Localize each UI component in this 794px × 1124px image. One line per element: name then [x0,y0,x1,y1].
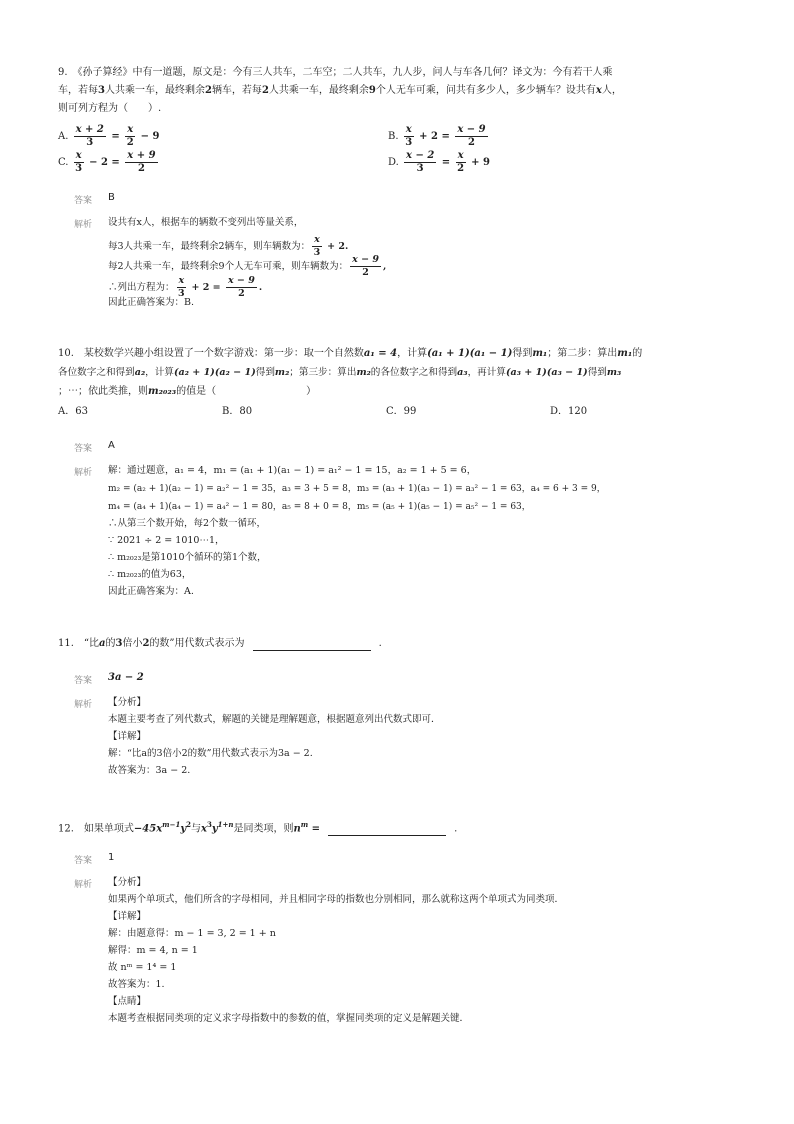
q9-option-a[interactable]: A. $\frac{x + 2}{3}$ = $\frac{x}{2}$ − 9 [58,124,160,148]
q12-sol2: 如果两个单项式，他们所含的字母相同，并且相同字母的指数也分别相同，那么就称这两个单项式为同类项． [108,894,565,905]
q12-sol1: 【分析】 [108,877,147,888]
q12-sol5: 解得：m = 4, n = 1 [108,945,198,956]
q10-line1: 10. 某校数学兴趣小组设置了一个数字游戏：第一步：取一个自然数a₁ = 4，计算(a₁ + 1)(a₁ − 1)得到m₁；第二步：算出m₁的 [58,348,643,359]
q9-sol4: ∴列出方程为： $\frac{x}{3}$ + 2 = $\frac{x - 9}{2}$ . [108,275,263,299]
q12-sol9: 本题考查根据同类项的定义求字母指数中的参数的值，掌握同类项的定义是解题关键． [108,1013,470,1024]
q10-sol5: ∵ 2021 ÷ 2 = 1010⋯1， [108,535,225,546]
q11-sol2: 本题主要考查了列代数式，解题的关键是理解题意，根据题意列出代数式即可． [108,714,441,725]
q9-sol3: 每2人共乘一车，最终剩余9个人无车可乘，则车辆数为： $\frac{x - 9}{2}$ , [108,254,387,278]
q12-sol4: 解：由题意得：m − 1 = 3, 2 = 1 + n [108,928,276,939]
q11-sol3: 【详解】 [108,731,147,742]
q9-analysis-label: 解析 [74,220,93,230]
q11-sol1: 【分析】 [108,697,147,708]
q10-option-b[interactable]: B．80 [222,406,253,417]
q10-sol3: m₄ = (a₄ + 1)(a₄ − 1) = a₄² − 1 = 80，a₅ = 8 + 0 = 8，m₅ = (a₅ + 1)(a₅ − 1) = a₅² − 1 = 63， [108,502,531,512]
q11-answer-label: 答案 [74,676,93,686]
q12-answer-label: 答案 [74,856,93,866]
q9-answer: B [108,192,115,203]
q9-answer-label: 答案 [74,196,93,206]
q10-line2: 各位数字之和得到a₂，计算(a₂ + 1)(a₂ − 1)得到m₂；第三步：算出m₂的各位数字之和得到a₃，再计算(a₃ + 1)(a₃ − 1)得到m₃ [58,367,622,378]
q9-line2: 车，若每3人共乘一车，最终剩余2辆车，若每2人共乘一车，最终剩余9个人无车可乘，问共有多少人，多少辆车？设共有x人， [58,85,622,96]
q11-sol5: 故答案为：3a − 2. [108,765,191,776]
q10-sol4: ∴从第三个数开始，每2个数一循环， [108,518,267,529]
q10-sol6: ∴ m₂₀₂₃是第1010个循环的第1个数， [108,552,267,563]
q10-analysis-label: 解析 [74,468,93,478]
q11-sol4: 解：“比a的3倍小2的数”用代数式表示为3a − 2. [108,748,313,759]
q10-option-c[interactable]: C．99 [386,406,417,417]
q9-sol2: 每3人共乘一车，最终剩余2辆车，则车辆数为： $\frac{x}{3}$ + 2. [108,234,349,258]
q11-analysis-label: 解析 [74,700,93,710]
q10-option-a[interactable]: A．63 [58,406,88,417]
q10-answer-label: 答案 [74,444,93,454]
q12-analysis-label: 解析 [74,880,93,890]
q11-answer-blank[interactable] [253,638,371,651]
q9-option-c[interactable]: C. $\frac{x}{3}$ − 2 = $\frac{x + 9}{2}$ [58,150,156,174]
q12-line1: 12. 如果单项式$-45x^{m-1}y^2$与$x^3y^{1+n}$是同类项，则$n^m$ = . [58,820,458,835]
q10-sol7: ∴ m₂₀₂₃的值为63， [108,569,192,580]
q12-answer-blank[interactable] [328,823,446,836]
q12-answer: 1 [108,852,115,863]
q12-sol6: 故 nᵐ = 1⁴ = 1 [108,962,177,973]
q12-sol3: 【详解】 [108,911,147,922]
q12-sol7: 故答案为：1. [108,979,165,990]
q10-line3: ；⋯；依此类推，则m₂₀₂₃的值是（ ） [58,386,317,397]
q10-answer: A [108,440,115,451]
q11-line1: 11. “比a的3倍小2的数”用代数式表示为 . [58,638,382,649]
q10-option-d[interactable]: D．120 [550,406,588,417]
q9-line1: 9. 《孙子算经》中有一道题，原文是：今有三人共车，二车空；二人共车，九人步，问人与车各几何？译文为：今有若干人乘 [58,67,613,78]
q9-option-b[interactable]: B. $\frac{x}{3}$ + 2 = $\frac{x - 9}{2}$ [388,124,486,148]
q10-sol2: m₂ = (a₂ + 1)(a₂ − 1) = a₂² − 1 = 35，a₃ = 3 + 5 = 8，m₃ = (a₃ + 1)(a₃ − 1) = a₃² − 1 = 63，a₄ = 6 + 3 = 9， [108,484,606,494]
q9-sol5: 因此正确答案为：B. [108,297,195,308]
q12-sol8: 【点睛】 [108,996,147,1007]
q9-line3: 则可列方程为（ ）. [58,103,162,114]
q9-sol1: 设共有x人，根据车的辆数不变列出等量关系， [108,217,304,228]
q11-answer: 3a − 2 [108,672,144,683]
q10-sol8: 因此正确答案为：A. [108,586,194,597]
q9-option-d[interactable]: D. $\frac{x - 2}{3}$ = $\frac{x}{2}$ + 9 [388,150,490,174]
q10-sol1: 解：通过题意，a₁ = 4，m₁ = (a₁ + 1)(a₁ − 1) = a₁² − 1 = 15，a₂ = 1 + 5 = 6， [108,465,477,476]
